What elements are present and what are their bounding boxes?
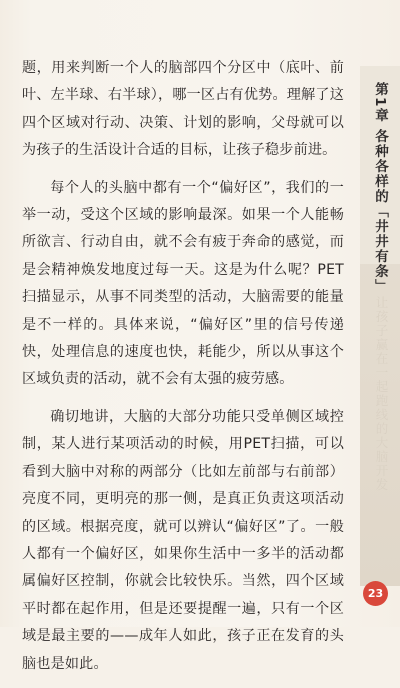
page-number-badge: 23 bbox=[363, 581, 388, 606]
paragraph-preference-zone: 每个人的头脑中都有一个“偏好区”，我们的一举一动，受这个区域的影响最深。如果一个人能畅所欲言、行动自由，就不会有疲于奔命的感觉，而是会精神焕发地度过每一天。这是为什么呢？PET扫描显示，从事不同类型的活动，大脑需要的能量是不一样的。具体来说，“偏好区”里的信号传递快，处理信息的速度也快，耗能少，所以从事这个区域负责的活动，就不会有太强的疲劳感。 bbox=[22, 179, 344, 388]
body-text bbox=[22, 55, 344, 688]
paragraph-pet-scan: 确切地讲，大脑的大部分功能只受单侧区域控制，某人进行某项活动的时候，用PET扫描，可以看到大脑中对称的两部分（比如左前部与右前部）亮度不同，更明亮的那一侧，是真正负责这项活动的区域。根据亮度，就可以辨认“偏好区”了。一般人都有一个偏好区，如果你生活中一多半的活动都属偏好区控制，你就会比较快乐。当然，四个区域平时都在起作用，但是还要提醒一遍，只有一个区域是最主要的——成年人如此，孩子正在发育的头脑也是如此。 bbox=[22, 408, 344, 672]
chapter-title: 第1章 各种各样的「井井有条」 bbox=[372, 82, 388, 295]
paragraph-continuation: 题，用来判断一个人的脑部四个分区中（底叶、前叶、左半球、右半球），哪一区占有优势。理解了这四个区域对行动、决策、计划的影响，父母就可以为孩子的生活设计合适的目标，让孩子稳步前进。 bbox=[22, 60, 344, 159]
chapter-faint-text: 让孩子赢在一起跑线的大脑开发 bbox=[374, 296, 389, 492]
chapter-side-tab bbox=[360, 66, 400, 586]
